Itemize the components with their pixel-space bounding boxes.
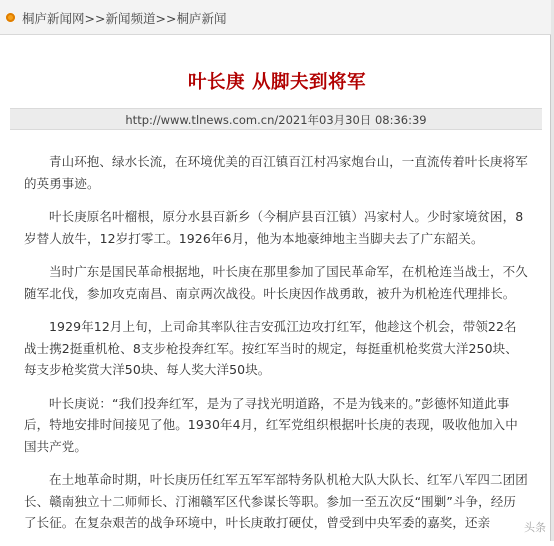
paragraph: 叶长庚说：“我们投奔红军，是为了寻找光明道路，不是为钱来的。”彭德怀知道此事后，特地安排时间接见了他。1930年4月，红军党组织根据叶长庚的表现，吸收他加入中国共产党。	[24, 395, 518, 454]
article-meta-bar	[10, 108, 542, 130]
paragraph: 青山环抱、绿水长流，在环境优美的百江镇百江村冯家炮台山，一直流传着叶长庚将军的英勇事迹。	[24, 154, 528, 191]
paragraph: 在土地革命时期，叶长庚历任红军五军军部特务队机枪大队大队长、红军八军四二团团长、赣南独立十二师师长、汀湘赣军区代参谋长等职。参加一至五次反“围剿”斗争，经历了长征。在复杂艰苦的战争环境中，叶长庚敢打硬仗，曾受到中央军委的嘉奖，还亲	[24, 472, 528, 530]
paragraph: 叶长庚原名叶榴根，原分水县百新乡（今桐庐县百江镇）冯家村人。少时家境贫困，8岁替人放牛，12岁打零工。1926年6月，他为本地豪绅地主当脚夫去了广东韶关。	[24, 209, 524, 246]
breadcrumb-separator: >>	[84, 11, 106, 26]
bullet-icon	[6, 13, 15, 22]
article-date: 2021年03月30日 08:36:39	[278, 113, 427, 127]
breadcrumb-item-tonglu-news[interactable]: 桐庐新闻	[176, 11, 227, 26]
breadcrumb	[22, 9, 226, 27]
article-url[interactable]: http://www.tlnews.com.cn	[125, 113, 275, 127]
watermark: 头条	[524, 521, 546, 534]
breadcrumb-separator: >>	[155, 11, 177, 26]
paragraph: 当时广东是国民革命根据地，叶长庚在那里参加了国民革命军，在机枪连当战士，不久随军北伐，参加攻克南昌、南京两次战役。叶长庚因作战勇敢，被升为机枪连代理排长。	[24, 264, 528, 301]
article-meta: http://www.tlnews.com.cn/2021年03月30日 08:36:39	[125, 113, 427, 127]
breadcrumb-bar	[0, 0, 554, 35]
breadcrumb-item-news-channel[interactable]: 新闻频道	[105, 11, 156, 26]
article-body	[24, 151, 528, 546]
breadcrumb-item-home[interactable]: 桐庐新闻网	[22, 11, 85, 26]
article-title: 叶长庚 从脚夫到将军	[188, 72, 366, 93]
paragraph: 1929年12月上旬，上司命其率队往吉安孤江边攻打红军，他趁这个机会，带领22名战士携2挺重机枪、8支步枪投奔红军。按红军当时的规定，每挺重机枪奖赏大洋250块、每支步枪奖赏大洋50块、每人奖大洋50块。	[24, 319, 518, 377]
